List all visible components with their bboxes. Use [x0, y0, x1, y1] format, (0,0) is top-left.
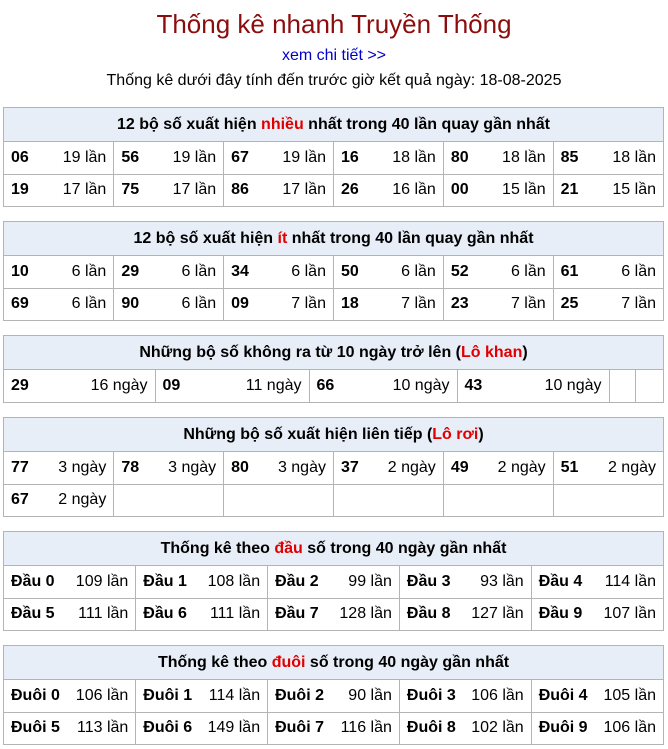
count: 6 lần: [181, 262, 217, 280]
number: 29: [11, 377, 29, 394]
stat-cell: [136, 712, 268, 744]
duoi-table: [4, 680, 663, 744]
header-highlight: Lô rơi: [432, 426, 479, 443]
count: 15 lần: [502, 181, 546, 199]
number: 67: [11, 491, 29, 509]
count: 19 lần: [282, 148, 326, 166]
count: 6 lần: [71, 262, 107, 280]
least-frequent-table: [4, 256, 663, 320]
header-text: số trong 40 ngày gần nhất: [305, 654, 510, 671]
stat-cell: [443, 452, 553, 484]
page-subtitle: Thống kê dưới đây tính đến trước giờ kết quả ngày: 18-08-2025: [106, 72, 562, 89]
count: 128 lần: [339, 605, 392, 623]
number: 78: [121, 458, 140, 476]
label: Đuôi 3: [406, 686, 456, 704]
lo-roi-section: [3, 417, 664, 517]
label: Đầu 3: [406, 572, 451, 590]
stat-cell: [268, 712, 400, 744]
count: 17 lần: [282, 181, 326, 199]
stat-cell: [136, 598, 268, 630]
stat-cell: [114, 142, 224, 174]
number: 23: [450, 295, 469, 313]
count: 16 ngày: [90, 377, 148, 394]
label: Đầu 2: [275, 572, 319, 590]
stat-cell: [4, 174, 114, 206]
stat-cell: [224, 142, 334, 174]
number: 69: [11, 295, 29, 313]
dau-section: [3, 531, 664, 631]
count: 10 ngày: [392, 377, 450, 394]
number: 16: [340, 148, 359, 166]
count: 6 lần: [181, 295, 217, 313]
number: 90: [121, 295, 140, 313]
stat-cell: [136, 566, 268, 598]
empty-cell: [635, 370, 663, 402]
count: 18 lần: [392, 148, 436, 166]
number: 75: [121, 181, 140, 199]
stat-cell: [4, 484, 114, 516]
number: 86: [231, 181, 249, 199]
count: 6 lần: [401, 262, 436, 280]
view-details-link[interactable]: xem chi tiết >>: [281, 47, 387, 64]
count: 107 lần: [603, 605, 656, 623]
stat-cell: [531, 712, 663, 744]
dau-table: [4, 566, 663, 630]
stat-cell: [224, 452, 334, 484]
stat-cell: [4, 680, 136, 712]
number: 85: [560, 148, 579, 166]
header-highlight: đầu: [274, 540, 303, 557]
count: 113 lần: [76, 719, 129, 737]
count: 109 lần: [75, 572, 129, 590]
stat-cell: [333, 174, 443, 206]
header-text: ): [522, 344, 528, 361]
empty-cell: [609, 370, 635, 402]
label: Đuôi 4: [538, 686, 588, 704]
stat-cell: [333, 256, 443, 288]
lo-khan-header: [4, 336, 663, 370]
number: 09: [231, 295, 249, 313]
header-text: Những bộ số xuất hiện liên tiếp (: [183, 426, 433, 443]
stat-cell: [333, 452, 443, 484]
number: 10: [11, 262, 29, 280]
stat-cell: [333, 142, 443, 174]
stat-cell: [333, 288, 443, 320]
number: 34: [231, 262, 249, 280]
stat-cell: [268, 598, 400, 630]
duoi-header: [4, 646, 663, 680]
stat-cell: [136, 680, 268, 712]
stat-cell: [224, 174, 334, 206]
count: 90 lần: [348, 686, 392, 704]
count: 2 ngày: [607, 458, 656, 476]
stat-cell: [553, 174, 663, 206]
stat-cell: [309, 370, 457, 402]
label: Đầu 1: [143, 572, 187, 590]
stat-cell: [443, 174, 553, 206]
count: 102 lần: [471, 719, 524, 737]
empty-cell: [553, 484, 663, 516]
stat-cell: [4, 598, 136, 630]
lo-khan-section: [3, 335, 664, 403]
empty-cell: [224, 484, 334, 516]
number: 21: [560, 181, 579, 199]
label: Đuôi 8: [406, 719, 456, 737]
stat-cell: [4, 256, 114, 288]
header-highlight: đuôi: [271, 654, 306, 671]
stat-cell: [268, 680, 400, 712]
label: Đuôi 7: [275, 719, 324, 737]
stat-cell: [553, 256, 663, 288]
stat-cell: [4, 452, 114, 484]
count: 6 lần: [291, 262, 326, 280]
label: Đầu 8: [406, 605, 451, 623]
header-highlight: ít: [277, 230, 288, 247]
count: 7 lần: [621, 295, 656, 313]
stat-cell: [399, 598, 531, 630]
count: 3 ngày: [277, 458, 326, 476]
header-text: nhất trong 40 lần quay gần nhất: [287, 230, 534, 247]
number: 00: [450, 181, 469, 199]
count: 11 ngày: [245, 377, 302, 394]
stat-cell: [531, 598, 663, 630]
count: 106 lần: [471, 686, 524, 704]
count: 3 ngày: [168, 458, 217, 476]
stat-cell: [399, 566, 531, 598]
count: 93 lần: [480, 572, 524, 590]
count: 7 lần: [401, 295, 436, 313]
count: 111 lần: [78, 605, 129, 623]
most-frequent-header: [4, 108, 663, 142]
header-text: số trong 40 ngày gần nhất: [302, 540, 507, 557]
number: 29: [121, 262, 140, 280]
count: 7 lần: [510, 295, 546, 313]
stat-cell: [399, 712, 531, 744]
count: 149 lần: [207, 719, 261, 737]
number: 80: [450, 148, 469, 166]
count: 2 ngày: [497, 458, 546, 476]
stat-cell: [114, 174, 224, 206]
most-frequent-table: [4, 142, 663, 206]
stat-cell: [553, 288, 663, 320]
stat-cell: [553, 142, 663, 174]
label: Đuôi 5: [11, 719, 60, 737]
label: Đầu 9: [538, 605, 583, 623]
duoi-section: [3, 645, 664, 745]
count: 7 lần: [291, 295, 326, 313]
stat-cell: [443, 142, 553, 174]
number: 25: [560, 295, 579, 313]
stat-cell: [155, 370, 309, 402]
number: 66: [316, 377, 335, 394]
label: Đuôi 6: [143, 719, 193, 737]
count: 18 lần: [612, 148, 656, 166]
count: 114 lần: [604, 572, 656, 590]
label: Đuôi 9: [538, 719, 588, 737]
most-frequent-section: [3, 107, 664, 207]
count: 16 lần: [392, 181, 436, 199]
lo-roi-header: [4, 418, 663, 452]
count: 6 lần: [510, 262, 546, 280]
count: 18 lần: [502, 148, 546, 166]
label: Đuôi 1: [143, 686, 193, 704]
count: 106 lần: [75, 686, 129, 704]
header-text: nhất trong 40 lần quay gần nhất: [303, 116, 550, 133]
stat-cell: [114, 288, 224, 320]
label: Đầu 6: [143, 605, 187, 623]
label: Đuôi 2: [275, 686, 324, 704]
stat-cell: [4, 142, 114, 174]
stat-cell: [553, 452, 663, 484]
stat-cell: [531, 680, 663, 712]
dau-header: [4, 532, 663, 566]
count: 3 ngày: [58, 458, 107, 476]
stat-cell: [4, 712, 136, 744]
least-frequent-section: [3, 221, 664, 321]
stat-cell: [224, 256, 334, 288]
count: 111 lần: [209, 605, 261, 623]
stat-cell: [399, 680, 531, 712]
count: 10 ngày: [544, 377, 602, 394]
stat-cell: [4, 566, 136, 598]
stat-cell: [4, 288, 114, 320]
header-highlight: nhiều: [261, 116, 304, 133]
stat-cell: [457, 370, 609, 402]
number: 19: [11, 181, 29, 199]
count: 15 lần: [612, 181, 656, 199]
count: 6 lần: [621, 262, 656, 280]
label: Đuôi 0: [11, 686, 60, 704]
number: 06: [11, 148, 29, 166]
page-title: Thống kê nhanh Truyền Thống: [156, 9, 512, 39]
lo-roi-table: [4, 452, 663, 516]
number: 50: [340, 262, 359, 280]
stat-cell: [224, 288, 334, 320]
count: 19 lần: [172, 148, 217, 166]
number: 26: [340, 181, 359, 199]
lo-khan-table: [4, 370, 663, 402]
label: Đầu 5: [11, 605, 55, 623]
count: 99 lần: [348, 572, 392, 590]
stat-cell: [531, 566, 663, 598]
count: 127 lần: [471, 605, 524, 623]
number: 51: [560, 458, 579, 476]
header-text: Thống kê theo: [160, 540, 275, 557]
count: 2 ngày: [58, 491, 107, 509]
count: 17 lần: [62, 181, 107, 199]
count: 6 lần: [71, 295, 107, 313]
count: 116 lần: [340, 719, 392, 737]
number: 09: [162, 377, 181, 394]
stat-cell: [268, 566, 400, 598]
empty-cell: [443, 484, 553, 516]
label: Đầu 4: [538, 572, 583, 590]
header-text: ): [478, 426, 484, 443]
number: 56: [121, 148, 140, 166]
empty-cell: [333, 484, 443, 516]
number: 80: [231, 458, 249, 476]
number: 52: [450, 262, 469, 280]
count: 105 lần: [603, 686, 656, 704]
count: 2 ngày: [387, 458, 436, 476]
stat-cell: [114, 256, 224, 288]
number: 77: [11, 458, 29, 476]
count: 114 lần: [208, 686, 261, 704]
least-frequent-header: [4, 222, 663, 256]
header-text: Thống kê theo: [157, 654, 272, 671]
stat-cell: [443, 288, 553, 320]
count: 19 lần: [62, 148, 107, 166]
label: Đầu 0: [11, 572, 55, 590]
header-text: 12 bộ số xuất hiện: [117, 116, 262, 133]
number: 49: [450, 458, 469, 476]
stat-cell: [443, 256, 553, 288]
number: 67: [231, 148, 249, 166]
stat-cell: [114, 452, 224, 484]
stat-cell: [4, 370, 155, 402]
header-text: 12 bộ số xuất hiện: [133, 230, 278, 247]
label: Đầu 7: [275, 605, 319, 623]
number: 18: [340, 295, 359, 313]
number: 37: [340, 458, 359, 476]
count: 108 lần: [207, 572, 261, 590]
count: 106 lần: [603, 719, 656, 737]
header-text: Những bộ số không ra từ 10 ngày trở lên (: [139, 344, 461, 361]
header-highlight: Lô khan: [461, 344, 523, 361]
number: 43: [464, 377, 483, 394]
empty-cell: [114, 484, 224, 516]
count: 17 lần: [172, 181, 217, 199]
number: 61: [560, 262, 579, 280]
